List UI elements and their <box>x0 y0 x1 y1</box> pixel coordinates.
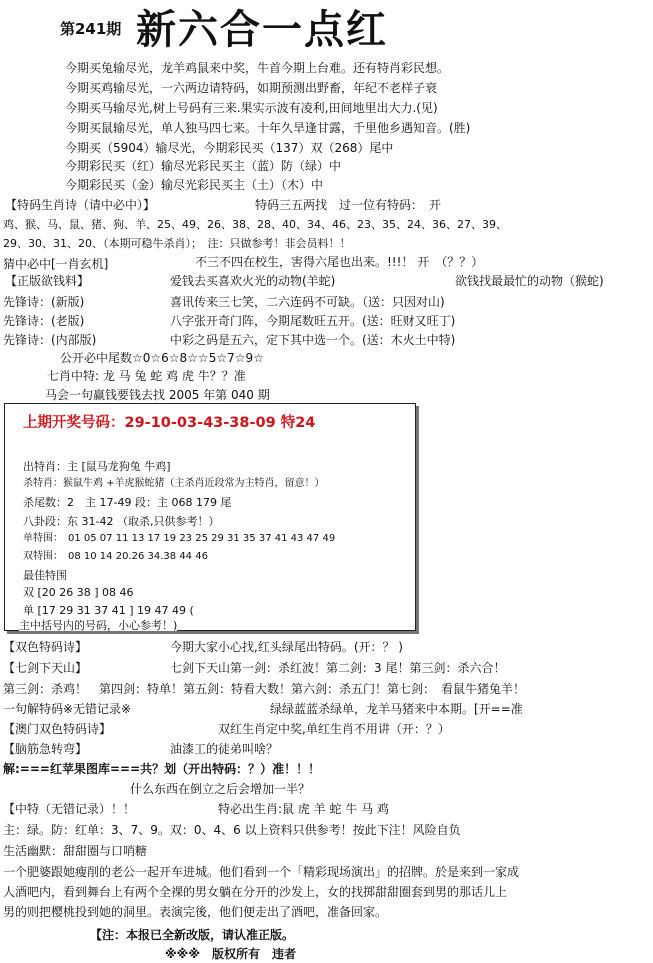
main-pick-line: 主：绿。防：红单：3、7、9。双：0、4、6 以上资料只供参考！按此下注！风险自负 <box>3 823 461 837</box>
section-heading-aomen: 【澳门双色特码诗】 <box>3 722 112 736</box>
humor-heading: 生活幽默：甜甜圈与口哨糖 <box>3 844 148 858</box>
naojin-text: 油漆工的徒弟叫啥？ <box>170 742 279 756</box>
aomen-text: 双红生肖定中奖,单红生肖不用讲（开：？） <box>218 722 450 736</box>
intro-line: 今期买（5904）输尽光，今期彩民买（137）双（268）尾中 <box>65 141 394 155</box>
zodiac-numbers-line: 鸡、猴、马、鼠、猪、狗、羊、25、49、26、38、28、40、34、46、23、35、24、36、27、39、 <box>3 218 507 231</box>
last-draw-numbers: 上期开奖号码：29-10-03-43-38-09 特24 <box>23 415 316 431</box>
poem-label: 先锋诗：(新版) <box>3 295 85 309</box>
intro-line: 今期彩民买（红）输尽光彩民买主（蓝）防（绿）中 <box>65 159 342 173</box>
box-line: 双特围： 08 10 14 20.26 34.38 44 46 <box>23 551 208 562</box>
story-line: 人酒吧内，看到舞台上有两个全裸的男女躺在分开的沙发上，女的找掷甜甜圈套到男的那话儿上 <box>3 885 508 899</box>
box-line: 主中括号内的号码，小心参考！) <box>19 619 178 632</box>
zodiac-numbers-line: 29、30、31、20、（本期可稳牛杀肖）； 注：只做参考！非会员料！！ <box>3 237 351 250</box>
shuangse-text: 今期大家小心找,红头绿尾出特码。(开：？ ) <box>170 640 403 654</box>
poem-text: 中彩之码是五六，定下其中选一个。(送：木火土中特) <box>170 333 456 347</box>
box-line: 单 [17 29 31 37 41 ] 19 47 49 ( <box>23 604 194 617</box>
box-line: 最佳特围 <box>23 569 67 582</box>
box-line: 单特围： 01 05 07 11 13 17 19 23 25 29 31 35 37 41 43 47 49 <box>23 533 336 544</box>
box-line: 杀特肖：猴鼠牛鸡 +羊虎猴蛇猪（主杀肖近段常为主特肖，留意！） <box>23 478 325 489</box>
riddle-heading: 猜中必中[一肖玄机] <box>3 257 109 271</box>
zodiac-hint: 特码三五两找 过一位有特码： 开 <box>255 198 442 212</box>
story-line: 一个肥婆跟她瘦削的老公一起开车进城。他们看到一个「精彩现场演出」的招牌。於是来到一家成 <box>3 865 520 879</box>
qijian-line2: 第三剑：杀鸡！ 第四剑：特单！第五剑：特看大数！第六剑：杀五门！第七剑： 看鼠牛猪兔羊！ <box>3 682 526 696</box>
story-line: 男的则把樱桃投到她的洞里。表演完後，他们便走出了酒吧，准备回家。 <box>3 905 388 919</box>
section-heading-qijian: 【七剑下天山】 <box>3 661 88 675</box>
zodiac-picks: 七肖中特: 龙 马 兔 蛇 鸡 虎 牛？？准 <box>47 369 246 383</box>
poem-label: 先锋诗：(内部版) <box>3 333 97 347</box>
results-box <box>4 403 416 631</box>
qijian-text: 七剑下天山第一剑：杀红波！第二剑：3 尾！第三剑：杀六合！ <box>170 661 506 675</box>
section-heading-shuangse: 【双色特码诗】 <box>3 640 88 654</box>
page-title: 新六合一点红 <box>136 6 388 53</box>
box-line: 八卦段：东 31-42 （取杀,只供参考！） <box>23 515 220 528</box>
yiju-text: 绿绿蓝蓝杀绿单，龙羊马猪来中本期。[开==准 <box>270 702 523 716</box>
section-heading-zodiac: 【特码生肖诗（请中必中）】 <box>5 198 156 212</box>
zhengban-left: 爱钱去买喜欢火光的动物(羊蛇) <box>170 274 336 288</box>
intro-line: 今期买马输尽光,树上号码有三来.果实示波有凌利,田间地里出大力.(见) <box>65 101 438 115</box>
notice: 【注：本报已全新改版，请认准正版。 <box>90 928 295 942</box>
intro-line: 今期彩民买（金）输尽光彩民买主（土）（木）中 <box>65 178 324 192</box>
tail-numbers: 公开必中尾数☆0☆6☆8☆☆5☆7☆9☆ <box>60 351 264 365</box>
issue-number: 第241期 <box>60 20 122 38</box>
box-line: 杀尾数：2 主 17-49 段：主 068 179 尾 <box>23 496 232 509</box>
answer-line: 解:===红苹果图库===共？划（开出特码：？）准！！！ <box>3 762 321 776</box>
box-line: 出特肖：主 [鼠马龙狗兔 牛鸡] <box>23 460 171 473</box>
intro-line: 今期买鸡输尽光，一六两边请特码，如期预测出野畜，年纪不老样子衰 <box>65 81 438 95</box>
riddle-text: 不三不四在校生，害得六尾也出来。!!!！ 开 （？？） <box>195 255 484 269</box>
intro-line: 今期买鼠输尽光，单人独马四七来。十年久旱逢甘露，千里他乡遇知音。(胜) <box>65 121 471 135</box>
intro-line: 今期买兔输尽光，龙羊鸡鼠来中奖，牛首今期上台难。还有特肖彩民想。 <box>65 61 450 75</box>
riddle-question: 什么东西在倒立之后会增加一半？ <box>130 782 311 796</box>
zhongte-text: 特必出生肖:鼠 虎 羊 蛇 牛 马 鸡 <box>218 802 389 816</box>
yiju-label: 一句解特码※无错记录※ <box>3 702 132 716</box>
horse-line: 马会一句赢钱要钱去找 2005 年第 040 期 <box>45 388 270 402</box>
box-line: 双 [20 26 38 ] 08 46 <box>23 586 134 599</box>
copyright-footer: ※※※ 版权所有 违者 <box>165 947 296 961</box>
poem-text: 八字张开奇门阵，今期尾数旺五开。(送：旺财又旺丁) <box>170 314 456 328</box>
zhengban-right: 欲钱找最最忙的动物（猴蛇) <box>455 274 604 288</box>
section-heading-zhengban: 【正版欲钱料】 <box>5 274 90 288</box>
poem-label: 先锋诗：(老版) <box>3 314 85 328</box>
poem-text: 喜讯传来三七笑，二六连码不可缺。（送：只因对山) <box>170 295 445 309</box>
section-heading-zhongte: 【中特（无错记录）！！ <box>3 802 136 816</box>
section-heading-naojin: 【脑筋急转弯】 <box>3 742 88 756</box>
